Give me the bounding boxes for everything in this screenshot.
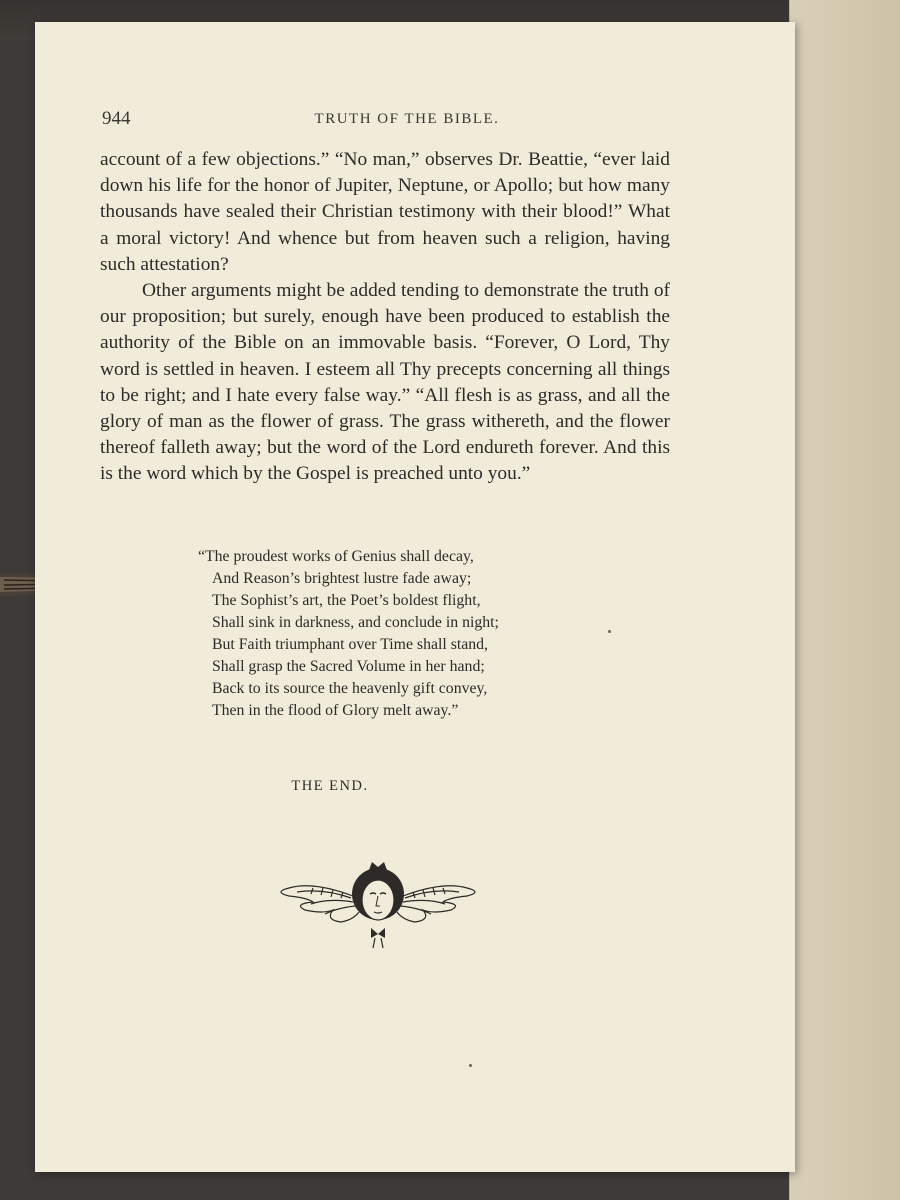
poem-line: But Faith triumphant over Time shall stand,	[212, 636, 489, 653]
body-text	[100, 147, 670, 488]
poem-line: Back to its source the heavenly gift convey,	[212, 680, 488, 697]
poem	[198, 546, 578, 722]
poem-line: The Sophist’s art, the Poet’s boldest flight,	[212, 592, 481, 609]
poem-line: Then in the flood of Glory melt away.”	[212, 702, 459, 719]
poem-line: And Reason’s brightest lustre fade away;	[212, 570, 472, 587]
paper-speck	[469, 1064, 472, 1067]
paper-speck	[608, 630, 611, 633]
running-head: TRUTH OF THE BIBLE.	[314, 111, 500, 127]
page-header	[102, 108, 712, 134]
poem-line: “The proudest works of Genius shall decay,	[198, 548, 474, 565]
page-number: 944	[102, 108, 131, 129]
next-page-edge	[789, 0, 900, 1200]
paragraph-2: Other arguments might be added tending to demonstrate the truth of our proposition; but surely, enough have been produced to establish the authority of the Bible on an immovable basis. “Forever, O Lord, Thy word is settled in heaven. I esteem all Thy precepts concerning all things to be right; and I hate every false way.” “All flesh is as grass, and all the glory of man as the flower of grass. The grass withereth, and the flower thereof falleth away; but the word of the Lord endureth forever. And this is the word which by the Gospel is preached unto you.”	[100, 280, 670, 485]
winged-cherub-icon	[253, 836, 503, 954]
poem-line: Shall grasp the Sacred Volume in her hand;	[212, 658, 485, 675]
the-end-label: THE END.	[291, 778, 369, 794]
paragraph-1: account of a few objections.” “No man,” observes Dr. Beattie, “ever laid down his life for the honor of Jupiter, Neptune, or Apollo; but how many thousands have sealed their Christian testimony with their blood!” What a moral victory! And whence but from heaven such a religion, having such attestation?	[100, 149, 670, 275]
poem-line: Shall sink in darkness, and conclude in night;	[212, 614, 499, 631]
